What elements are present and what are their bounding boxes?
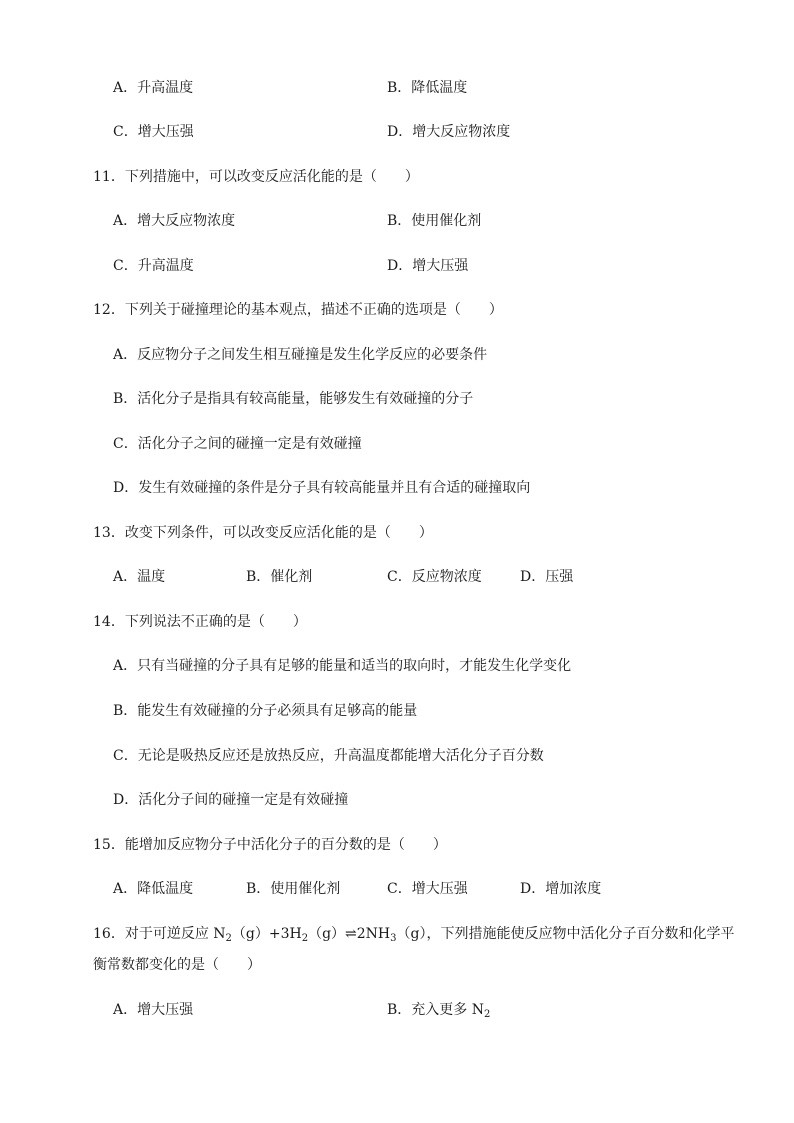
q13-stem: 13．改变下列条件，可以改变反应活化能的是（ ）: [93, 525, 433, 541]
q10-option-d: D．增大反应物浓度: [387, 124, 511, 140]
q12-option-d: D．发生有效碰撞的条件是分子具有较高能量并且有合适的碰撞取向: [113, 480, 531, 496]
q10-option-b: B．降低温度: [387, 80, 468, 96]
q14-option-b: B．能发生有效碰撞的分子必须具有足够高的能量: [113, 703, 418, 719]
q13-option-a: A．温度: [113, 569, 166, 585]
q15-stem: 15．能增加反应物分子中活化分子的百分数的是（ ）: [93, 837, 447, 853]
q12-option-c: C．活化分子之间的碰撞一定是有效碰撞: [113, 436, 362, 452]
q12-option-b: B．活化分子是指具有较高能量，能够发生有效碰撞的分子: [113, 391, 474, 407]
q11-option-c: C．升高温度: [113, 258, 194, 274]
q15-option-d: D．增加浓度: [520, 881, 602, 897]
q16-stem: 16．对于可逆反应 $N_2(g)+3H_2(g)\rightleftharpoons 2NH_3(g)$，下列措施能使反应物中活化分子百分数和化学平: [93, 926, 735, 944]
q14-option-d: D．活化分子间的碰撞一定是有效碰撞: [113, 792, 349, 808]
q13-option-c: C．反应物浓度: [387, 569, 482, 585]
q11-option-b: B．使用催化剂: [387, 213, 482, 229]
q16-option-a: A．增大压强: [113, 1002, 194, 1018]
q14-option-a: A．只有当碰撞的分子具有足够的能量和适当的取向时，才能发生化学变化: [113, 658, 572, 674]
q11-option-a: A．增大反应物浓度: [113, 213, 236, 229]
q13-option-b: B．催化剂: [246, 569, 313, 585]
q11-stem: 11．下列措施中，可以改变反应活化能的是（ ）: [93, 169, 419, 185]
q15-option-b: B．使用催化剂: [246, 881, 341, 897]
q10-option-a: A．升高温度: [113, 80, 194, 96]
q12-stem: 12．下列关于碰撞理论的基本观点，描述不正确的选项是（ ）: [93, 302, 503, 318]
q14-stem: 14．下列说法不正确的是（ ）: [93, 614, 307, 630]
q16-stem-line2: 衡常数都变化的是（ ）: [93, 957, 261, 973]
q15-option-c: C．增大压强: [387, 881, 468, 897]
q13-option-d: D．压强: [520, 569, 574, 585]
q10-option-c: C．增大压强: [113, 124, 194, 140]
q14-option-c: C．无论是吸热反应还是放热反应，升高温度都能增大活化分子百分数: [113, 748, 544, 764]
q12-option-a: A．反应物分子之间发生相互碰撞是发生化学反应的必要条件: [113, 347, 488, 363]
q16-option-b: B．充入更多 $N_2$: [387, 1002, 491, 1020]
q15-option-a: A．降低温度: [113, 881, 194, 897]
q11-option-d: D．增大压强: [387, 258, 469, 274]
